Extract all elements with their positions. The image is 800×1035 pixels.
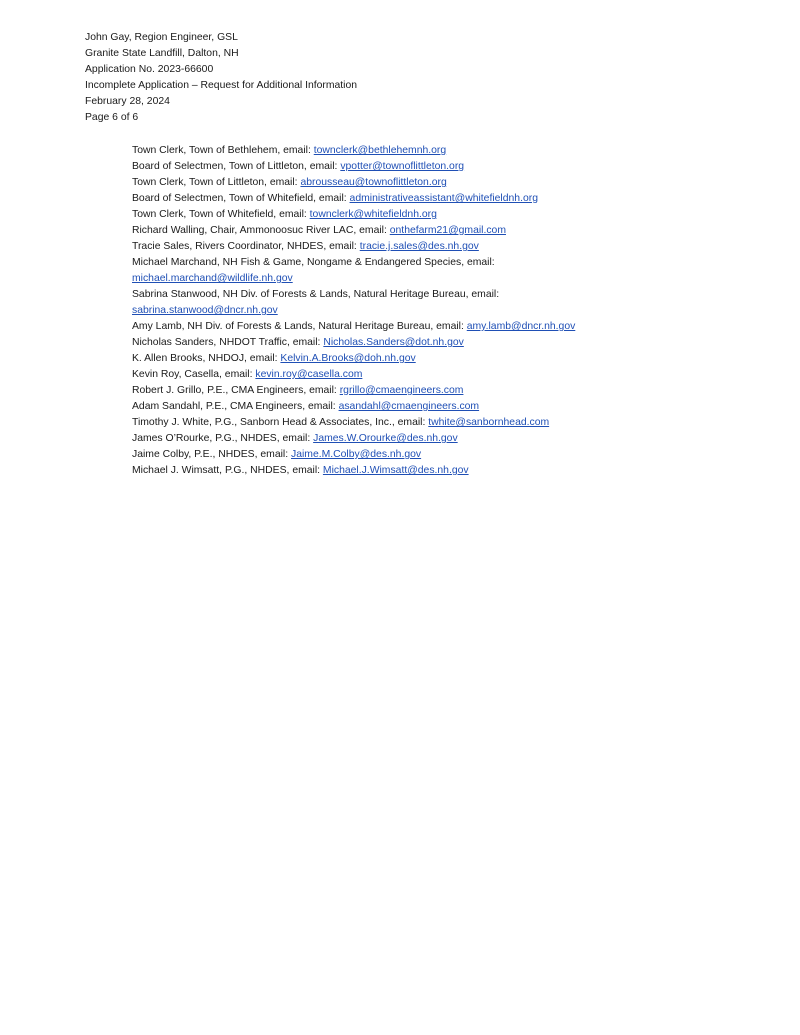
email-link[interactable]: michael.marchand@wildlife.nh.gov: [132, 273, 293, 284]
distribution-entry: [132, 431, 732, 447]
distribution-entry: [132, 287, 732, 319]
distribution-entry: [132, 143, 732, 159]
distribution-entry: [132, 175, 732, 191]
email-link[interactable]: amy.lamb@dncr.nh.gov: [466, 321, 576, 332]
email-link[interactable]: twhite@sanbornhead.com: [428, 417, 550, 428]
distribution-entry: [132, 383, 732, 399]
letter-header: [85, 30, 357, 126]
email-link[interactable]: sabrina.stanwood@dncr.nh.gov: [132, 305, 278, 316]
recipient-text: Town Clerk, Town of Littleton, email:: [132, 177, 301, 188]
email-link[interactable]: kevin.roy@casella.com: [255, 369, 363, 380]
email-link[interactable]: James.W.Orourke@des.nh.gov: [313, 433, 458, 444]
header-application-number: Application No. 2023-66600: [85, 64, 214, 75]
recipient-text: Michael Marchand, NH Fish & Game, Nongame & Endangered Species, email:: [132, 257, 495, 268]
header-facility: Granite State Landfill, Dalton, NH: [85, 48, 239, 59]
email-link[interactable]: Kelvin.A.Brooks@doh.nh.gov: [280, 353, 416, 364]
email-link[interactable]: abrousseau@townoflittleton.org: [300, 177, 447, 188]
recipient-text: Timothy J. White, P.G., Sanborn Head & Associates, Inc., email:: [132, 417, 429, 428]
recipient-text: Amy Lamb, NH Div. of Forests & Lands, Natural Heritage Bureau, email:: [132, 321, 467, 332]
recipient-text: Robert J. Grillo, P.E., CMA Engineers, email:: [132, 385, 340, 396]
distribution-entry: [132, 207, 732, 223]
header-date: February 28, 2024: [85, 96, 170, 107]
distribution-entry: [132, 415, 732, 431]
distribution-list: [132, 143, 732, 479]
email-link[interactable]: townclerk@bethlehemnh.org: [313, 145, 447, 156]
email-link[interactable]: Michael.J.Wimsatt@des.nh.gov: [322, 465, 469, 476]
recipient-text: Board of Selectmen, Town of Littleton, email:: [132, 161, 341, 172]
email-link[interactable]: onthefarm21@gmail.com: [389, 225, 506, 236]
email-link[interactable]: vpotter@townoflittleton.org: [340, 161, 465, 172]
distribution-entry: [132, 367, 732, 383]
email-link[interactable]: Jaime.M.Colby@des.nh.gov: [291, 449, 422, 460]
email-link[interactable]: townclerk@whitefieldnh.org: [309, 209, 437, 220]
email-link[interactable]: tracie.j.sales@des.nh.gov: [359, 241, 479, 252]
recipient-text: Nicholas Sanders, NHDOT Traffic, email:: [132, 337, 324, 348]
recipient-text: Adam Sandahl, P.E., CMA Engineers, email:: [132, 401, 339, 412]
email-link[interactable]: administrativeassistant@whitefieldnh.org: [349, 193, 538, 204]
email-link[interactable]: asandahl@cmaengineers.com: [338, 401, 480, 412]
email-link[interactable]: rgrillo@cmaengineers.com: [339, 385, 464, 396]
distribution-entry: [132, 447, 732, 463]
distribution-entry: [132, 351, 732, 367]
header-page-number: Page 6 of 6: [85, 112, 139, 123]
header-subject: Incomplete Application – Request for Additional Information: [85, 80, 358, 91]
distribution-entry: [132, 159, 732, 175]
distribution-entry: [132, 399, 732, 415]
recipient-text: Richard Walling, Chair, Ammonoosuc River LAC, email:: [132, 225, 390, 236]
email-link[interactable]: Nicholas.Sanders@dot.nh.gov: [323, 337, 464, 348]
recipient-text: Board of Selectmen, Town of Whitefield, email:: [132, 193, 350, 204]
recipient-text: Kevin Roy, Casella, email:: [132, 369, 256, 380]
recipient-text: Tracie Sales, Rivers Coordinator, NHDES, email:: [132, 241, 360, 252]
distribution-entry: [132, 255, 732, 287]
distribution-entry: [132, 223, 732, 239]
distribution-entry: [132, 463, 732, 479]
distribution-entry: [132, 335, 732, 351]
recipient-text: Town Clerk, Town of Bethlehem, email:: [132, 145, 314, 156]
recipient-text: James O’Rourke, P.G., NHDES, email:: [132, 433, 314, 444]
recipient-text: Michael J. Wimsatt, P.G., NHDES, email:: [132, 465, 323, 476]
distribution-entry: [132, 239, 732, 255]
recipient-text: Sabrina Stanwood, NH Div. of Forests & Lands, Natural Heritage Bureau, email:: [132, 289, 500, 300]
recipient-text: K. Allen Brooks, NHDOJ, email:: [132, 353, 281, 364]
recipient-text: Town Clerk, Town of Whitefield, email:: [132, 209, 310, 220]
header-recipient: John Gay, Region Engineer, GSL: [85, 32, 238, 43]
distribution-entry: [132, 319, 732, 335]
recipient-text: Jaime Colby, P.E., NHDES, email:: [132, 449, 291, 460]
distribution-entry: [132, 191, 732, 207]
